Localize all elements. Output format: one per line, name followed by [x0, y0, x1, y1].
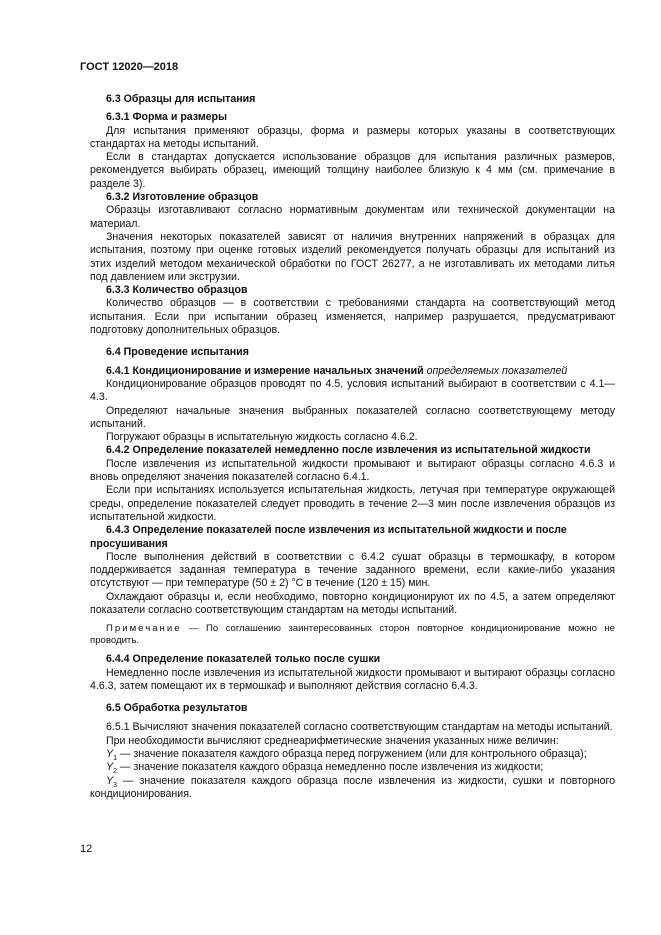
document-body: [90, 93, 615, 801]
paragraph: Количество образцов — в соответствии с требованиями стандарта на соответствующий метод испытания. Если при испытании образец изменяется, например разрушается, предусматривают подготовку дополнительных образцов.: [90, 297, 615, 337]
note: [90, 623, 615, 647]
y-symbol: Y: [106, 774, 114, 787]
section-6-5-title: 6.5 Обработка результатов: [106, 702, 248, 715]
paragraph: Если при испытаниях используется испытательная жидкость, летучая при температуре окружающей среды, определение показателей следует проводить в течение 2—3 мин после извлечения образцов из испытательной жидкости.: [90, 484, 615, 523]
paragraph: Охлаждают образцы и, если необходимо, повторно кондиционируют их по 4.5, а затем определяют показатели согласно соответствующим стандартам на методы испытаний.: [90, 590, 615, 616]
definition-y1: [90, 748, 615, 761]
section-6-4-1-title-italic: определяемых показателей: [426, 364, 568, 377]
section-6-3-title: 6.3 Образцы для испытания: [106, 93, 256, 105]
definition-y2: [90, 761, 615, 774]
paragraph: Если в стандартах допускается использование образцов для испытания различных размеров, рекомендуется выбирать образец, имеющий толщину наиболее близкую к 4 мм (см. примечание в разделе 3).: [90, 151, 615, 190]
section-6-4-3-title: 6.4.3 Определение показателей после извлечения из испытательной жидкости и после просушивания: [90, 524, 567, 550]
paragraph: Немедленно после извлечения из испытательной жидкости промывают и вытирают образцы согласно 4.6.3, затем помещают их в термошкаф и выполняют действия согласно 6.4.3.: [90, 666, 615, 692]
paragraph: Для испытания применяют образцы, форма и размеры которых указаны в соответствующих стандартах на методы испытаний.: [90, 124, 615, 150]
paragraph: 6.5.1 Вычисляют значения показателей согласно соответствующим стандартам на методы испытаний.: [106, 721, 613, 734]
section-6-4-title: 6.4 Проведение испытания: [106, 346, 249, 359]
section-6-3-2-title: 6.3.2 Изготовление образцов: [106, 191, 259, 204]
definition-text: — значение показателя каждого образца перед погружением (или для контрольного образца);: [116, 748, 587, 761]
section-6-4-1-title-bold: 6.4.1 Кондиционирование и измерение начальных значений: [106, 364, 424, 377]
paragraph: Кондиционирование образцов проводят по 4.5, условия испытаний выбирают в соответствии с 4.1—4.3.: [90, 377, 615, 404]
paragraph: Определяют начальные значения выбранных показателей согласно соответствующему методу испытаний.: [90, 404, 615, 430]
paragraph: После извлечения из испытательной жидкости промывают и вытирают образцы согласно 4.6.3 и вновь определяют значения показателей согласно 6.4.1.: [90, 457, 615, 484]
paragraph: Образцы изготавливают согласно нормативным документам или технической документации на материал.: [90, 204, 615, 230]
definition-text: — значение показателя каждого образца немедленно после извлечения из жидкости;: [116, 761, 544, 774]
y1-subscript: 1: [113, 755, 117, 763]
definition-text: — значение показателя каждого образца после извлечения из жидкости, сушки и повторного кондиционирования.: [90, 774, 615, 800]
y2-subscript: 2: [113, 768, 117, 776]
standard-header: ГОСТ 12020—2018: [80, 61, 179, 73]
definition-y3: [90, 775, 615, 802]
page-number: 12: [80, 843, 93, 855]
section-6-3-1-title: 6.3.1 Форма и размеры: [106, 111, 228, 124]
section-6-3-3-title: 6.3.3 Количество образцов: [106, 284, 248, 297]
y3-subscript: 3: [113, 781, 117, 789]
note-text: — По соглашению заинтересованных сторон повторное кондиционирование можно не проводить.: [90, 623, 615, 647]
note-label: Примечание: [106, 623, 182, 635]
y-symbol: Y: [106, 748, 114, 761]
paragraph: При необходимости вычисляют среднеарифметические значения указанных ниже величин:: [106, 734, 559, 747]
y-symbol: Y: [106, 761, 114, 774]
paragraph: После выполнения действий в соответствии с 6.4.2 сушат образцы в термошкафу, в котором поддерживается заданная температура в течение заданного времени, если какие-либо указания отсутствуют — при температуре (50 ± 2) °С в течение (120 ± 15) мин.: [90, 550, 615, 590]
section-6-4-4-title: 6.4.4 Определение показателей только после сушки: [106, 653, 381, 666]
paragraph: Значения некоторых показателей зависят от наличия внутренних напряжений в образцах для испытания, поэтому при оценке готовых изделий рекомендуется получать образцы для испытаний из этих изделий методом механической обработки по ГОСТ 26277, а не изготавливать их методами литья под давлением или экструзии.: [90, 230, 615, 283]
section-6-4-2-title: 6.4.2 Определение показателей немедленно после извлечения из испытательной жидкости: [106, 444, 591, 457]
paragraph: Погружают образцы в испытательную жидкость согласно 4.6.2.: [106, 431, 418, 444]
section-6-4-1-title: [90, 365, 615, 378]
